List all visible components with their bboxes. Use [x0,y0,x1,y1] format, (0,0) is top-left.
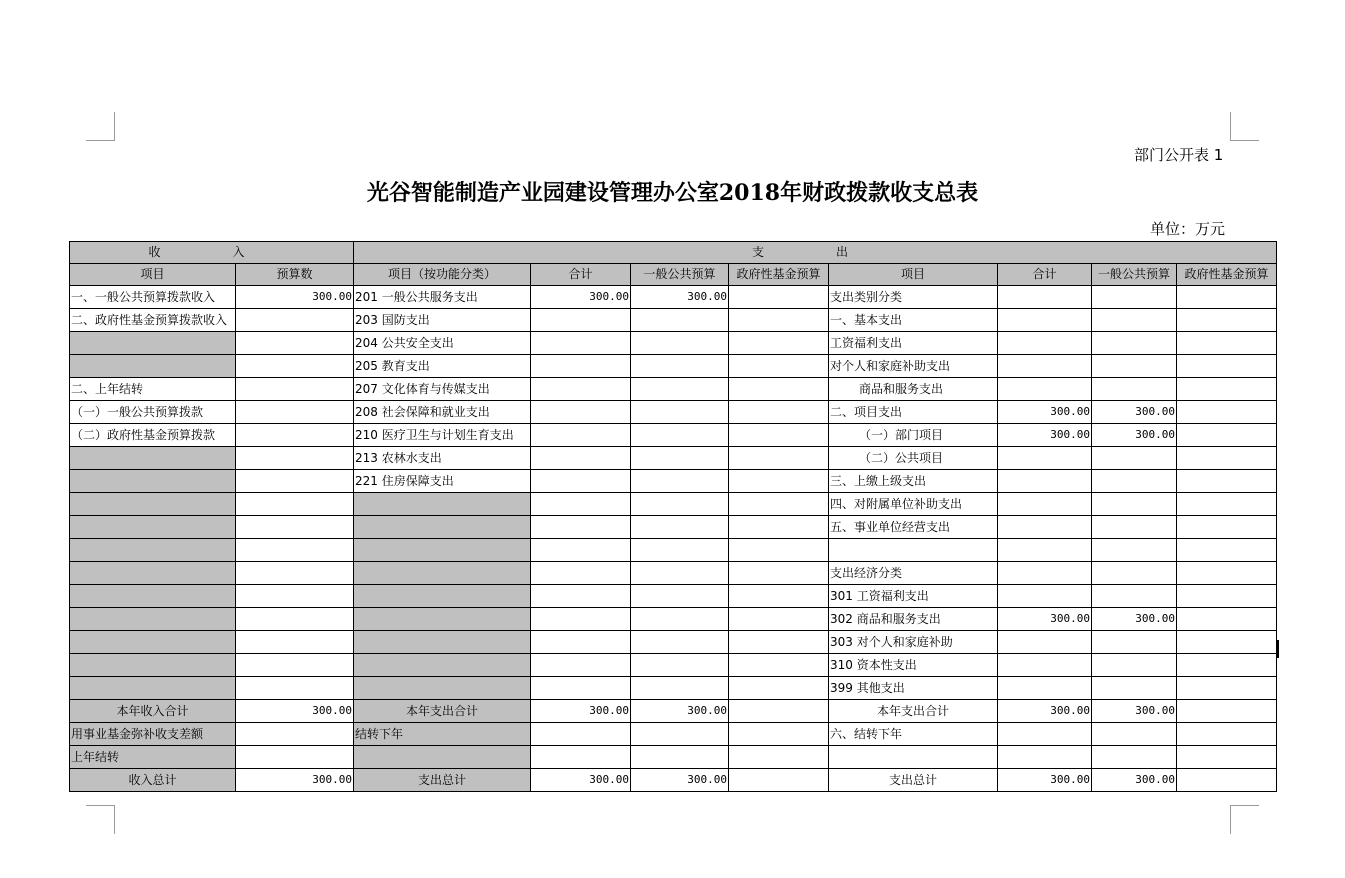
table-cell [729,401,829,424]
table-row [70,493,1277,516]
page-corner-mark-bottom-left [86,805,115,834]
table-cell [829,539,998,562]
table-cell: 300.00 [631,700,729,723]
table-cell [998,309,1092,332]
table-row [70,447,1277,470]
table-cell: 四、对附属单位补助支出 [829,493,998,516]
table-cell [1092,654,1177,677]
table-cell [998,470,1092,493]
table-cell [1177,677,1277,700]
table-cell [1177,769,1277,792]
table-cell [829,746,998,769]
table-cell [1092,677,1177,700]
table-cell: 六、结转下年 [829,723,998,746]
table-cell [729,309,829,332]
table-cell [998,378,1092,401]
table-cell [531,447,631,470]
table-cell [1177,746,1277,769]
table-cell [70,516,236,539]
table-cell: 本年支出合计 [354,700,531,723]
table-cell [998,746,1092,769]
table-cell [531,608,631,631]
table-cell: 300.00 [1092,608,1177,631]
table-cell [729,424,829,447]
table-cell [236,516,354,539]
table-cell [1177,608,1277,631]
table-cell: 二、政府性基金预算拨款收入 [70,309,236,332]
col-header: 合计 [998,264,1092,286]
table-cell [354,562,531,585]
table-cell [236,309,354,332]
table-row [70,516,1277,539]
table-cell [729,746,829,769]
table-cell [531,424,631,447]
col-header: 一般公共预算 [631,264,729,286]
table-cell [70,355,236,378]
table-cell [631,746,729,769]
table-cell [1092,723,1177,746]
table-cell [1177,355,1277,378]
table-row [70,309,1277,332]
col-header: 项目 [829,264,998,286]
table-cell: 300.00 [998,608,1092,631]
table-cell [998,585,1092,608]
table-cell [1092,355,1177,378]
table-cell: 208 社会保障和就业支出 [354,401,531,424]
table-cell: 300.00 [1092,424,1177,447]
table-cell [354,585,531,608]
table-row [70,355,1277,378]
table-cell [1177,539,1277,562]
table-cell [631,424,729,447]
table-cell [531,585,631,608]
budget-summary-table [69,241,1277,792]
table-row [70,631,1277,654]
table-cell [729,516,829,539]
table-cell [1092,631,1177,654]
table-cell [729,332,829,355]
table-cell [70,447,236,470]
table-cell: 201 一般公共服务支出 [354,286,531,309]
table-cell [531,631,631,654]
table-body [70,242,1277,792]
table-cell: 二、上年结转 [70,378,236,401]
table-cell [1177,654,1277,677]
table-cell [531,746,631,769]
table-cell [354,493,531,516]
table-cell [631,723,729,746]
table-cell [729,447,829,470]
page-corner-mark-bottom-right [1230,805,1259,834]
table-cell: （一）一般公共预算拨款 [70,401,236,424]
table-cell: （二）政府性基金预算拨款 [70,424,236,447]
table-cell [531,516,631,539]
column-header-row [70,264,1277,286]
table-cell [1177,723,1277,746]
table-cell [531,654,631,677]
table-cell [729,677,829,700]
table-cell [531,309,631,332]
table-cell [70,470,236,493]
table-cell [1092,585,1177,608]
table-cell [631,493,729,516]
table-cell: 支出类别分类 [829,286,998,309]
table-cell [70,493,236,516]
table-cell [236,631,354,654]
table-cell: 300.00 [531,769,631,792]
table-cell [531,470,631,493]
table-cell [631,585,729,608]
table-cell [70,562,236,585]
table-cell [998,332,1092,355]
col-header: 项目（按功能分类） [354,264,531,286]
table-cell: 300.00 [998,424,1092,447]
table-cell: 上年结转 [70,746,236,769]
table-cell [236,746,354,769]
table-cell [729,286,829,309]
table-cell [1177,631,1277,654]
table-cell: 203 国防支出 [354,309,531,332]
table-cell: 收入总计 [70,769,236,792]
group-header-row [70,242,1277,264]
table-cell [729,631,829,654]
table-row [70,585,1277,608]
table-cell [1177,447,1277,470]
table-cell: （一）部门项目 [829,424,998,447]
table-cell [1177,562,1277,585]
table-row [70,424,1277,447]
table-cell [729,700,829,723]
table-cell: 一、一般公共预算拨款收入 [70,286,236,309]
table-cell [70,608,236,631]
table-cell [531,332,631,355]
table-cell [729,378,829,401]
table-cell [1092,470,1177,493]
table-cell [729,539,829,562]
table-cell: 一、基本支出 [829,309,998,332]
table-cell: 300.00 [1092,401,1177,424]
table-cell [1092,493,1177,516]
table-cell [70,332,236,355]
table-cell [729,769,829,792]
expense-group-header: 支 出 [354,242,1277,264]
table-cell [631,470,729,493]
table-cell [998,539,1092,562]
table-cell [236,677,354,700]
table-cell [729,470,829,493]
table-row [70,378,1277,401]
table-cell [631,562,729,585]
table-cell [631,309,729,332]
table-cell [70,631,236,654]
table-cell [998,286,1092,309]
table-row [70,654,1277,677]
table-row [70,286,1277,309]
table-cell: 300.00 [531,286,631,309]
table-cell [729,585,829,608]
table-cell [729,654,829,677]
table-cell [998,447,1092,470]
table-cell [631,631,729,654]
table-cell [236,654,354,677]
table-cell [236,378,354,401]
table-cell [631,677,729,700]
table-cell [531,378,631,401]
table-cell: 300.00 [236,769,354,792]
col-header: 合计 [531,264,631,286]
table-row [70,608,1277,631]
table-cell [531,723,631,746]
table-cell [1092,562,1177,585]
table-cell [354,654,531,677]
table-cell [1092,746,1177,769]
col-header: 一般公共预算 [1092,264,1177,286]
table-cell [70,539,236,562]
col-header: 项目 [70,264,236,286]
table-cell [1177,700,1277,723]
table-cell: 二、项目支出 [829,401,998,424]
table-cell [1092,309,1177,332]
table-cell: 213 农林水支出 [354,447,531,470]
table-cell: 301 工资福利支出 [829,585,998,608]
table-cell [1092,286,1177,309]
table-cell [631,355,729,378]
table-cell [631,332,729,355]
table-cell [1177,286,1277,309]
table-cell [631,608,729,631]
table-cell: 300.00 [1092,700,1177,723]
table-cell [729,562,829,585]
table-cell [236,585,354,608]
table-row [70,677,1277,700]
table-cell [531,401,631,424]
table-cell: 303 对个人和家庭补助 [829,631,998,654]
table-cell: 210 医疗卫生与计划生育支出 [354,424,531,447]
table-cell: 221 住房保障支出 [354,470,531,493]
col-header: 政府性基金预算 [729,264,829,286]
table-row [70,332,1277,355]
table-cell [631,401,729,424]
table-cell: 支出总计 [829,769,998,792]
table-cell: 支出总计 [354,769,531,792]
table-cell: 300.00 [998,700,1092,723]
table-cell [631,447,729,470]
table-cell [531,677,631,700]
table-cell [1092,539,1177,562]
table-cell [729,608,829,631]
table-cell: （二）公共项目 [829,447,998,470]
table-cell [354,516,531,539]
table-row [70,539,1277,562]
table-row [70,700,1277,723]
table-cell [729,723,829,746]
table-cell [1092,378,1177,401]
col-header: 政府性基金预算 [1177,264,1277,286]
table-cell: 三、上缴上级支出 [829,470,998,493]
page-corner-mark-top-right [1230,112,1259,141]
table-cell [354,631,531,654]
table-cell: 204 公共安全支出 [354,332,531,355]
table-cell [70,654,236,677]
table-cell [531,539,631,562]
table-cell: 310 资本性支出 [829,654,998,677]
table-cell: 对个人和家庭补助支出 [829,355,998,378]
table-cell [1177,424,1277,447]
table-cell: 300.00 [998,769,1092,792]
table-cell [354,608,531,631]
table-cell [236,723,354,746]
table-cell [70,677,236,700]
table-cell [1177,378,1277,401]
table-cell: 商品和服务支出 [829,378,998,401]
table-cell [1092,516,1177,539]
table-cell [1177,493,1277,516]
table-cell [729,493,829,516]
table-cell [236,470,354,493]
table-cell [998,631,1092,654]
table-cell [354,677,531,700]
table-cell: 支出经济分类 [829,562,998,585]
table-cell: 工资福利支出 [829,332,998,355]
table-cell [1092,447,1177,470]
table-cell: 300.00 [236,286,354,309]
table-cell: 300.00 [631,769,729,792]
table-row [70,562,1277,585]
table-cell [631,378,729,401]
page-corner-mark-top-left [86,112,115,141]
table-cell: 300.00 [531,700,631,723]
table-cell [236,401,354,424]
table-cell [998,677,1092,700]
table-cell [1177,516,1277,539]
table-cell [531,562,631,585]
table-cell [70,585,236,608]
table-cell: 300.00 [631,286,729,309]
table-cell: 结转下年 [354,723,531,746]
table-cell [236,355,354,378]
table-cell [1177,470,1277,493]
text-cursor [1277,640,1279,658]
table-cell: 本年收入合计 [70,700,236,723]
table-cell: 207 文化体育与传媒支出 [354,378,531,401]
table-cell [531,355,631,378]
table-cell [236,562,354,585]
col-header: 预算数 [236,264,354,286]
table-row [70,401,1277,424]
table-cell [236,493,354,516]
table-cell [1177,309,1277,332]
table-cell [236,332,354,355]
table-cell [998,654,1092,677]
table-cell [998,723,1092,746]
form-number: 部门公开表 1 [1134,146,1224,164]
table-cell: 300.00 [998,401,1092,424]
table-cell [631,516,729,539]
income-group-header: 收 入 [70,242,354,264]
table-row [70,723,1277,746]
table-row [70,769,1277,792]
table-cell [236,539,354,562]
table-cell: 用事业基金弥补收支差额 [70,723,236,746]
table-cell [236,608,354,631]
table-cell: 本年支出合计 [829,700,998,723]
table-cell [354,746,531,769]
table-cell [998,562,1092,585]
unit-label: 单位：万元 [1150,220,1226,238]
table-cell: 205 教育支出 [354,355,531,378]
table-cell: 302 商品和服务支出 [829,608,998,631]
table-cell [1092,332,1177,355]
table-cell: 300.00 [1092,769,1177,792]
table-cell [236,447,354,470]
table-cell [998,516,1092,539]
table-cell [631,654,729,677]
table-cell: 五、事业单位经营支出 [829,516,998,539]
table-cell [1177,585,1277,608]
page-title: 光谷智能制造产业园建设管理办公室2018年财政拨款收支总表 [366,180,979,206]
table-cell [998,355,1092,378]
table-cell [631,539,729,562]
table-cell [531,493,631,516]
table-cell [1177,401,1277,424]
table-cell: 399 其他支出 [829,677,998,700]
table-cell [729,355,829,378]
table-cell [998,493,1092,516]
table-row [70,746,1277,769]
table-cell [1177,332,1277,355]
table-row [70,470,1277,493]
table-cell [236,424,354,447]
table-cell [354,539,531,562]
table-cell: 300.00 [236,700,354,723]
